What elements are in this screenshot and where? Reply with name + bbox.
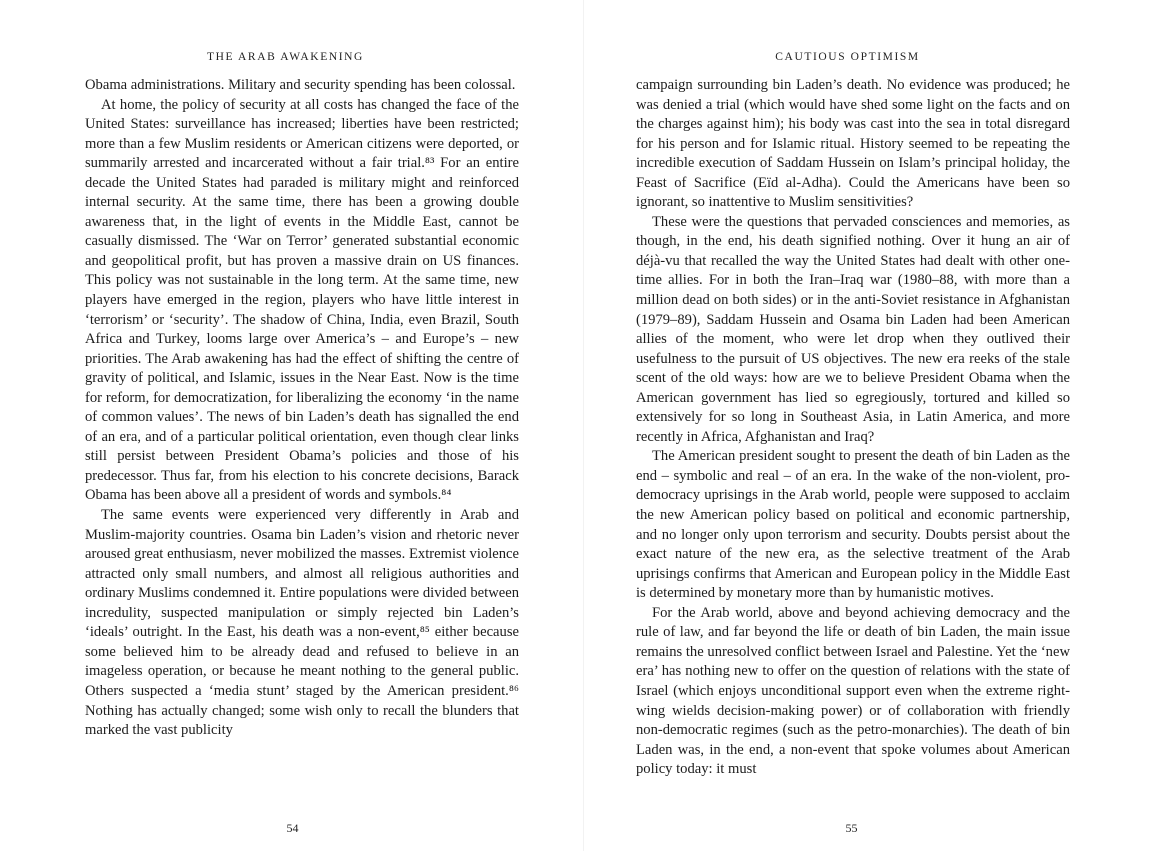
paragraph: The American president sought to present the death of bin Laden as the end – symbolic and real – of an era. In the wake of the non-violent, pro-democracy uprisings in the Arab world, people were supposed to acclaim the new American policy based on political and economic partnership, and no longer only upon terrorism and security. Doubts persist about the exact nature of the new era, as the selective treatment of the Arab uprisings confirms that American and European policy in the Middle East is determined by monetary more than by humanistic motives. bbox=[636, 448, 1070, 602]
right-page-number: 55 bbox=[845, 821, 858, 835]
paragraph: These were the questions that pervaded consciences and memories, as though, in the end, his death signified nothing. Over it hung an air of déjà-vu that recalled the way the United States had dealt with other one-time allies. For in both the Iran–Iraq war (1980–88, with more than a million dead on both sides) or in the anti-Soviet resistance in Afghanistan (1979–89), Saddam Hussein and Osama bin Laden had been American allies of the moment, who were let drop when they outlived their usefulness to the pursuit of US objectives. The new era reeks of the stale scent of the old ways: how are we to believe President Obama when the American government has lied so egregiously, tortured and killed so extensively for so long in Southeast Asia, in Latin America, and more recently in Africa, Afghanistan and Iraq? bbox=[636, 213, 1070, 445]
left-page-number: 54 bbox=[286, 821, 299, 835]
left-body-text bbox=[85, 76, 519, 741]
paragraph: The same events were experienced very differently in Arab and Muslim-majority countries. Osama bin Laden’s vision and rhetoric never aroused great enthusiasm, never mobilized the masses. Extremist violence attracted only small numbers, and almost all religious authorities and ordinary Muslims condemned it. Entire populations were divided between incredulity, suspected manipulation or simply rejected bin Laden’s ‘ideals’ outright. In the East, his death was a non-event,⁸⁵ either because some believed him to be already dead and refused to believe in an imageless operation, or because he meant nothing to the general public. Others suspected a ‘media stunt’ staged by the American president.⁸⁶ Nothing has actually changed; some wish only to recall the blunders that marked the vast publicity bbox=[85, 507, 519, 739]
paragraph: campaign surrounding bin Laden’s death. No evidence was produced; he was denied a trial (which would have shed some light on the facts and on the charges against him); his body was cast into the sea in total disregard for his person and for Islamic ritual. History seemed to be repeating the incredible execution of Saddam Hussein on Islam’s principal holiday, the Feast of Sacrifice (Eïd al-Adha). Could the Americans have been so ignorant, so inattentive to Muslim sensitivities? bbox=[636, 77, 1070, 211]
paragraph: For the Arab world, above and beyond achieving democracy and the rule of law, and far beyond the life or death of bin Laden, the main issue remains the unresolved conflict between Israel and Palestine. Yet the ‘new era’ has nothing new to offer on the question of relations with the state of Israel (which enjoys unconditional support even when the extreme right-wing wields decision-making power) or of collaboration with friendly non-democratic regimes (such as the petro-monarchies). The death of bin Laden was, in the end, a non-event that spoke volumes about American policy today: it must bbox=[636, 604, 1070, 778]
left-running-head: THE ARAB AWAKENING bbox=[207, 51, 364, 63]
right-body-text bbox=[636, 76, 1070, 780]
paragraph: At home, the policy of security at all costs has changed the face of the United States: surveillance has increased; liberties have been restricted; more than a few Muslim residents or American citizens were deported, or summarily arrested and incarcerated without a fair trial.⁸³ For an entire decade the United States had paraded is military might and reinforced internal security. At the same time, there has been a growing double awareness that, in the light of events in the Middle East, cannot be casually dismissed. The ‘War on Terror’ generated substantial economic and geopolitical profit, but has proven a massive drain on US finances. This policy was not sustainable in the long term. At the same time, new players have emerged in the region, players who have little interest in ‘terrorism’ or ‘security’. The shadow of China, India, even Brazil, South Africa and Turkey, looms large over America’s – and Europe’s – new priorities. The Arab awakening has had the effect of shifting the centre of gravity of political, and Islamic, issues in the Near East. Now is the time for reform, for democratization, for liberalizing the economy ‘in the name of common values’. The news of bin Laden’s death has signalled the end of an era, and of a particular political orientation, even though clear links still persist between President Obama’s policies and those of his predecessor. Thus far, from his election to his concrete decisions, Barack Obama has been above all a president of words and symbols.⁸⁴ bbox=[85, 96, 519, 504]
right-page bbox=[585, 0, 1170, 851]
right-running-head: CAUTIOUS OPTIMISM bbox=[775, 51, 920, 63]
paragraph: Obama administrations. Military and security spending has been colossal. bbox=[85, 77, 516, 93]
